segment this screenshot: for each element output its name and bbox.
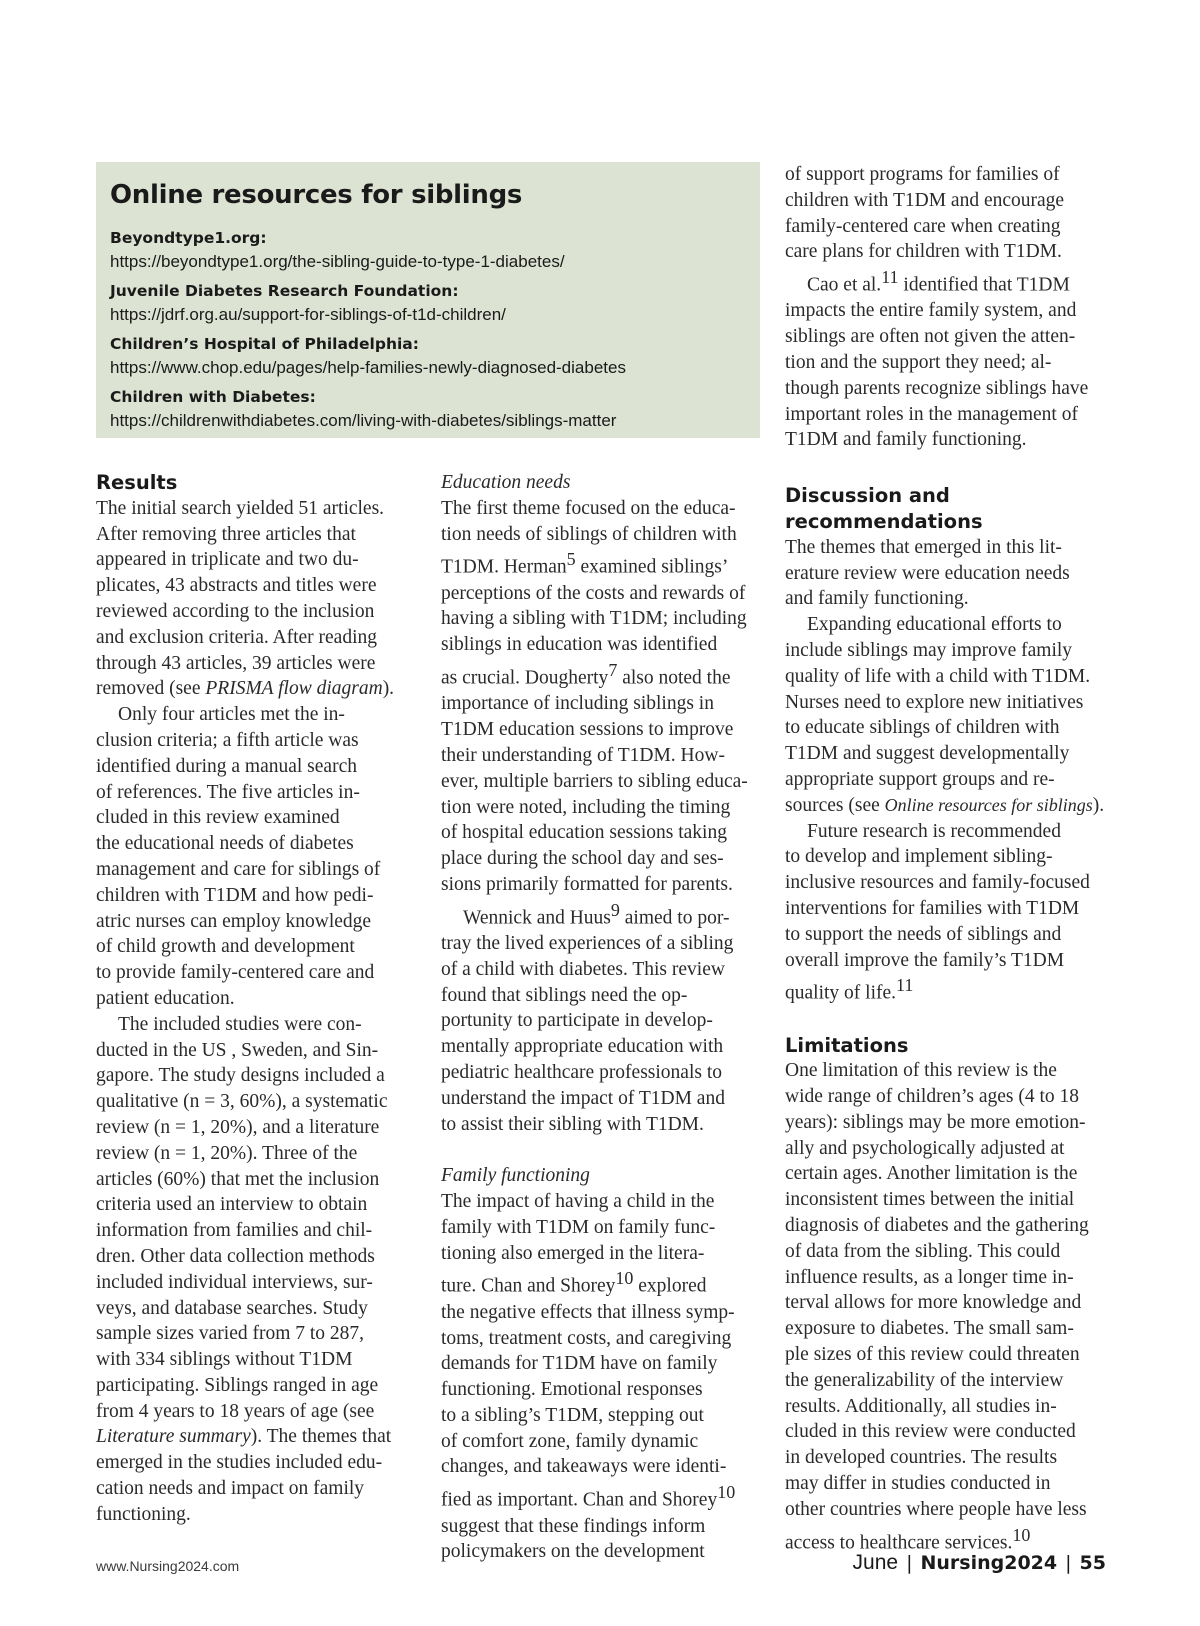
- heading-line: Discussion and: [785, 484, 950, 508]
- text-line: demands for T1DM have on family: [441, 1353, 718, 1375]
- text-line: to assist their sibling with T1DM.: [441, 1113, 704, 1135]
- text-fragment: ). The themes that: [250, 1426, 392, 1448]
- resource-list: [110, 226, 746, 433]
- text-line: and exclusion criteria. After reading: [96, 626, 378, 648]
- text-line: After removing three articles that: [96, 523, 356, 545]
- text-line: T1DM and family functioning.: [785, 429, 1027, 451]
- text-line: The themes that emerged in this lit-: [785, 536, 1062, 558]
- text-fragment: sources (see: [785, 794, 885, 816]
- text-line: ducted in the US , Sweden, and Sin-: [96, 1039, 379, 1061]
- results-paragraph-3: [96, 1012, 416, 1528]
- prisma-reference: PRISMA flow diagram: [205, 678, 383, 700]
- text-fragment: examined siblings’: [575, 556, 729, 578]
- text-line: of a child with diabetes. This review: [441, 958, 725, 980]
- text-line: tion were noted, including the timing: [441, 796, 731, 818]
- text-line: [441, 1266, 761, 1299]
- footer-journal: Nursing2024: [920, 1552, 1058, 1574]
- text-line: The impact of having a child in the: [441, 1191, 715, 1213]
- text-line: wide range of children’s ages (4 to 18: [785, 1086, 1080, 1108]
- text-line: mentally appropriate education with: [441, 1036, 724, 1058]
- text-line: to support the needs of siblings and: [785, 923, 1062, 945]
- citation-superscript: 10: [615, 1268, 634, 1289]
- text-line: pediatric healthcare professionals to: [441, 1062, 723, 1084]
- text-line: functioning. Emotional responses: [441, 1379, 703, 1401]
- text-line: sions primarily formatted for parents.: [441, 873, 733, 895]
- text-line: may differ in studies conducted in: [785, 1473, 1051, 1495]
- resource-url[interactable]: https://childrenwithdiabetes.com/living-with-diabetes/siblings-matter: [110, 411, 617, 430]
- text-line: of references. The five articles in-: [96, 781, 360, 803]
- text-line: T1DM education sessions to improve: [441, 719, 734, 741]
- column-1: [96, 470, 416, 1528]
- text-fragment: as crucial. Dougherty: [441, 667, 609, 689]
- text-line: tioning also emerged in the litera-: [441, 1242, 705, 1264]
- text-line: [441, 898, 761, 931]
- discussion-paragraph-1: [785, 535, 1115, 612]
- resources-box-title: Online resources for siblings: [110, 180, 523, 210]
- citation-superscript: 10: [717, 1482, 736, 1503]
- text-line: of comfort zone, family dynamic: [441, 1430, 699, 1452]
- text-line: tion needs of siblings of children with: [441, 523, 737, 545]
- text-line: family-centered care when creating: [785, 215, 1061, 237]
- text-line: though parents recognize siblings have: [785, 377, 1089, 399]
- discussion-paragraph-3: [785, 819, 1115, 1007]
- text-line: the negative effects that illness symp-: [441, 1301, 735, 1323]
- online-resources-reference: Online resources for siblings: [884, 794, 1093, 815]
- results-heading: Results: [96, 471, 178, 494]
- text-line: criteria used an interview to obtain: [96, 1194, 368, 1216]
- text-line: tion and the support they need; al-: [785, 352, 1052, 374]
- text-line: quality of life with a child with T1DM.: [785, 665, 1091, 687]
- text-fragment: removed (see: [96, 678, 206, 700]
- education-paragraph-2: [441, 898, 761, 1138]
- text-line: The first theme focused on the educa-: [441, 497, 736, 519]
- text-line: to educate siblings of children with: [785, 717, 1060, 739]
- text-fragment: access to healthcare services.: [785, 1532, 1013, 1554]
- resource-url[interactable]: https://jdrf.org.au/support-for-siblings-of-t1d-children/: [110, 305, 506, 324]
- text-line: [441, 1480, 761, 1513]
- citation-superscript: 9: [610, 899, 620, 920]
- text-line: siblings in education was identified: [441, 634, 718, 656]
- text-line: certain ages. Another limitation is the: [785, 1163, 1078, 1185]
- family-paragraph: [441, 1189, 761, 1565]
- text-line: reviewed according to the inclusion: [96, 600, 375, 622]
- text-line: through 43 articles, 39 articles were: [96, 652, 376, 674]
- resources-box: [96, 162, 760, 438]
- text-line: participating. Siblings ranged in age: [96, 1374, 379, 1396]
- text-line: place during the school day and ses-: [441, 848, 724, 870]
- text-line: included individual interviews, sur-: [96, 1271, 373, 1293]
- resource-name: Beyondtype1.org:: [110, 229, 267, 247]
- text-fragment: Cao et al.: [807, 274, 882, 296]
- text-line: understand the impact of T1DM and: [441, 1087, 725, 1109]
- continued-paragraph: [785, 162, 1115, 265]
- discussion-heading: [785, 483, 1115, 535]
- resource-name: Juvenile Diabetes Research Foundation:: [110, 282, 459, 300]
- text-line: appropriate support groups and re-: [785, 769, 1055, 791]
- text-line: cation needs and impact on family: [96, 1478, 365, 1500]
- footer-month: June: [852, 1551, 899, 1574]
- text-line: results. Additionally, all studies in-: [785, 1395, 1057, 1417]
- text-line: impacts the entire family system, and: [785, 300, 1077, 322]
- citation-superscript: 10: [1012, 1524, 1031, 1545]
- citation-superscript: 11: [896, 975, 914, 996]
- text-fragment: explored: [633, 1275, 707, 1297]
- text-line: review (n = 1, 20%). Three of the: [96, 1142, 358, 1164]
- text-line: tray the lived experiences of a sibling: [441, 933, 734, 955]
- text-line: Only four articles met the in-: [118, 704, 345, 726]
- page-number: 55: [1079, 1552, 1106, 1574]
- text-line: to develop and implement sibling-: [785, 846, 1053, 868]
- citation-superscript: 11: [881, 267, 899, 288]
- text-fragment: ture. Chan and Shorey: [441, 1275, 616, 1297]
- citation-superscript: 7: [608, 660, 618, 681]
- text-fragment: T1DM. Herman: [441, 556, 567, 578]
- text-line: overall improve the family’s T1DM: [785, 949, 1065, 971]
- text-line: in developed countries. The results: [785, 1447, 1058, 1469]
- text-line: portunity to participate in develop-: [441, 1010, 713, 1032]
- literature-summary-reference: Literature summary: [96, 1426, 251, 1448]
- text-line: The initial search yielded 51 articles.: [96, 497, 385, 519]
- text-line: terval allows for more knowledge and: [785, 1292, 1082, 1314]
- citation-superscript: 5: [566, 549, 576, 570]
- text-line: [96, 1424, 416, 1450]
- footer-url[interactable]: www.Nursing2024.com: [96, 1558, 240, 1574]
- results-paragraph-1: [96, 496, 416, 702]
- text-line: of support programs for families of: [785, 164, 1060, 185]
- text-line: One limitation of this review is the: [785, 1060, 1057, 1082]
- text-line: Future research is recommended: [807, 820, 1061, 842]
- text-line: cluded in this review were conducted: [785, 1421, 1076, 1443]
- text-line: erature review were education needs: [785, 562, 1070, 584]
- text-line: management and care for siblings of: [96, 858, 381, 880]
- text-line: their understanding of T1DM. How-: [441, 744, 725, 766]
- text-line: interventions for families with T1DM: [785, 898, 1080, 920]
- text-line: other countries where people have less: [785, 1498, 1087, 1520]
- discussion-paragraph-2: [785, 612, 1115, 818]
- text-line: found that siblings need the op-: [441, 984, 688, 1006]
- text-line: from 4 years to 18 years of age (see: [96, 1400, 375, 1422]
- text-line: care plans for children with T1DM.: [785, 241, 1062, 263]
- text-fragment: identified that T1DM: [898, 274, 1070, 296]
- footer-divider: |: [1065, 1552, 1072, 1574]
- text-line: importance of including siblings in: [441, 693, 714, 715]
- text-line: review (n = 1, 20%), and a literature: [96, 1116, 380, 1138]
- text-line: having a sibling with T1DM; including: [441, 608, 747, 630]
- text-line: gapore. The study designs included a: [96, 1065, 385, 1087]
- resource-url[interactable]: https://www.chop.edu/pages/help-families-newly-diagnosed-diabetes: [110, 358, 626, 377]
- text-line: children with T1DM and how pedi-: [96, 884, 374, 906]
- text-fragment: quality of life.: [785, 982, 897, 1004]
- text-fragment: fied as important. Chan and Shorey: [441, 1489, 718, 1511]
- text-line: clusion criteria; a fifth article was: [96, 729, 359, 751]
- text-line: [785, 793, 1115, 819]
- text-line: of child growth and development: [96, 936, 355, 958]
- text-fragment: aimed to por-: [619, 907, 730, 929]
- text-line: to provide family-centered care and: [96, 962, 375, 984]
- text-line: atric nurses can employ knowledge: [96, 910, 372, 932]
- text-line: include siblings may improve family: [785, 640, 1073, 662]
- education-needs-subheading: Education needs: [441, 472, 571, 493]
- text-line: cluded in this review examined: [96, 807, 340, 829]
- text-line: of hospital education sessions taking: [441, 822, 727, 844]
- resource-url[interactable]: https://beyondtype1.org/the-sibling-guide-to-type-1-diabetes/: [110, 252, 565, 271]
- text-line: identified during a manual search: [96, 755, 357, 777]
- text-line: T1DM and suggest developmentally: [785, 743, 1070, 765]
- text-line: policymakers on the development: [441, 1541, 705, 1563]
- text-line: Expanding educational efforts to: [807, 614, 1062, 636]
- text-line: The included studies were con-: [118, 1013, 362, 1035]
- text-line: to a sibling’s T1DM, stepping out: [441, 1404, 704, 1426]
- text-line: the generalizability of the interview: [785, 1369, 1064, 1391]
- text-line: ever, multiple barriers to sibling educa-: [441, 770, 748, 792]
- text-line: ally and psychologically adjusted at: [785, 1137, 1065, 1159]
- text-fragment: also noted the: [617, 667, 731, 689]
- text-line: siblings are often not given the atten-: [785, 326, 1076, 348]
- family-functioning-subheading: Family functioning: [441, 1165, 590, 1187]
- footer-folio: [853, 1551, 1106, 1575]
- text-line: toms, treatment costs, and caregiving: [441, 1327, 732, 1349]
- text-line: [441, 547, 761, 580]
- text-line: with 334 siblings without T1DM: [96, 1349, 353, 1371]
- text-line: emerged in the studies included edu-: [96, 1452, 383, 1474]
- text-line: qualitative (n = 3, 60%), a systematic: [96, 1091, 388, 1113]
- text-line: [96, 676, 416, 702]
- text-line: and family functioning.: [785, 588, 969, 610]
- text-line: inconsistent times between the initial: [785, 1189, 1075, 1211]
- text-line: veys, and database searches. Study: [96, 1297, 368, 1319]
- column-3: [785, 162, 1115, 1556]
- cao-paragraph: [785, 265, 1115, 453]
- limitations-paragraph: [785, 1058, 1115, 1556]
- resource-name: Children with Diabetes:: [110, 388, 316, 406]
- text-line: perceptions of the costs and rewards of: [441, 582, 746, 604]
- text-line: dren. Other data collection methods: [96, 1245, 375, 1267]
- text-line: diagnosis of diabetes and the gathering: [785, 1215, 1089, 1237]
- text-line: ple sizes of this review could threaten: [785, 1344, 1080, 1366]
- text-line: [785, 265, 1115, 298]
- heading-line: recommendations: [785, 510, 983, 534]
- education-paragraph-1: [441, 496, 761, 898]
- text-line: sample sizes varied from 7 to 287,: [96, 1323, 365, 1345]
- text-line: appeared in triplicate and two du-: [96, 549, 359, 571]
- text-line: inclusive resources and family-focused: [785, 872, 1090, 894]
- text-line: Nurses need to explore new initiatives: [785, 691, 1084, 713]
- text-line: patient education.: [96, 987, 235, 1009]
- text-line: of data from the sibling. This could: [785, 1240, 1061, 1262]
- text-line: the educational needs of diabetes: [96, 833, 354, 855]
- text-line: [441, 658, 761, 691]
- text-line: important roles in the management of: [785, 403, 1078, 425]
- text-line: information from families and chil-: [96, 1220, 373, 1242]
- text-line: influence results, as a longer time in-: [785, 1266, 1074, 1288]
- resource-name: Children’s Hospital of Philadelphia:: [110, 335, 419, 353]
- text-line: years): siblings may be more emotion-: [785, 1111, 1086, 1133]
- limitations-heading: Limitations: [785, 1033, 909, 1057]
- text-line: functioning.: [96, 1503, 191, 1525]
- footer-divider: |: [906, 1552, 913, 1574]
- text-fragment: ).: [382, 678, 395, 700]
- text-fragment: ).: [1092, 794, 1105, 816]
- column-2: [441, 470, 761, 1565]
- text-line: plicates, 43 abstracts and titles were: [96, 575, 377, 597]
- text-line: suggest that these findings inform: [441, 1515, 706, 1537]
- text-fragment: Wennick and Huus: [463, 907, 611, 929]
- results-paragraph-2: [96, 702, 416, 1012]
- text-line: articles (60%) that met the inclusion: [96, 1168, 380, 1190]
- text-line: [785, 973, 1115, 1006]
- text-line: children with T1DM and encourage: [785, 189, 1065, 211]
- text-line: exposure to diabetes. The small sam-: [785, 1318, 1074, 1340]
- text-line: changes, and takeaways were identi-: [441, 1456, 727, 1478]
- text-line: family with T1DM on family func-: [441, 1216, 716, 1238]
